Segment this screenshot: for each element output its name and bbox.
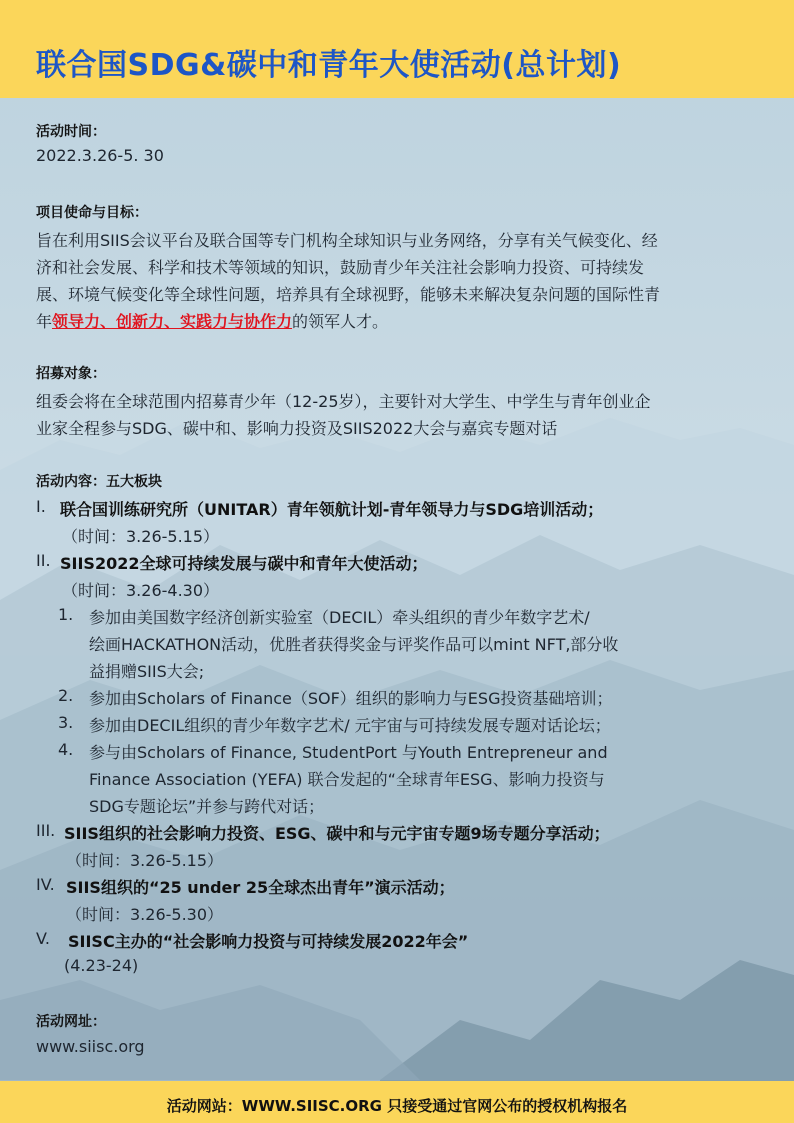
- item-title: SIIS组织的社会影响力投资、ESG、碳中和与元宇宙专题9场专题分享活动；: [64, 824, 610, 843]
- item-number: II.: [36, 551, 51, 570]
- sub-item-number: 2.: [58, 686, 74, 705]
- page-title: 联合国SDG&碳中和青年大使活动(总计划): [36, 48, 622, 83]
- title-banner: [0, 0, 794, 98]
- sub-item-line: 参加由Scholars of Finance（SOF）组织的影响力与ESG投资基础培训；: [89, 689, 613, 708]
- sub-item-line: Finance Association (YEFA) 联合发起的“全球青年ESG、影响力投资与: [89, 770, 605, 789]
- mission-label: 项目使命与目标：: [36, 205, 148, 221]
- item-title: SIIS组织的“25 under 25全球杰出青年”演示活动；: [66, 878, 455, 897]
- item-time: （时间：3.26-5.15）: [66, 851, 224, 870]
- recruit-line: 业家全程参与SDG、碳中和、影响力投资及SIIS2022大会与嘉宾专题对话: [36, 419, 558, 438]
- item-title: SIIS2022全球可持续发展与碳中和青年大使活动；: [60, 554, 428, 573]
- item-number: III.: [36, 821, 56, 840]
- mission-line: [36, 309, 388, 332]
- sub-item-line: 益捐赠SIIS大会;: [89, 662, 205, 681]
- highlight-text: 领导力、创新力、实践力与协作力: [52, 312, 293, 331]
- time-value: 2022.3.26-5. 30: [36, 146, 164, 165]
- recruit-line: 组委会将在全球范围内招募青少年（12-25岁），主要针对大学生、中学生与青年创业企: [36, 392, 651, 411]
- website-link[interactable]: www.siisc.org: [36, 1037, 145, 1056]
- sub-item-line: 参加由DECIL组织的青少年数字艺术/ 元宇宙与可持续发展专题对话论坛；: [89, 716, 611, 735]
- item-number: I.: [36, 497, 46, 516]
- item-time: （时间：3.26-5.15）: [62, 527, 220, 546]
- mission-line4-post: 的领军人才。: [292, 312, 389, 331]
- item-time: (4.23-24): [64, 956, 139, 975]
- sub-item-number: 1.: [58, 605, 74, 624]
- sub-item-line: SDG专题论坛”并参与跨代对话；: [89, 797, 325, 816]
- sub-item-number: 3.: [58, 713, 74, 732]
- sub-item-line: 参加由美国数字经济创新实验室（DECIL）牵头组织的青少年数字艺术/: [89, 608, 590, 627]
- item-title: SIISC主办的“社会影响力投资与可持续发展2022年会”: [68, 932, 469, 951]
- mission-line4-pre: 年: [36, 312, 53, 331]
- sub-item-number: 4.: [58, 740, 74, 759]
- item-number: IV.: [36, 875, 55, 894]
- time-label: 活动时间：: [36, 124, 106, 140]
- mission-line: 济和社会发展、科学和技术等领域的知识，鼓励青少年关注社会影响力投资、可持续发: [36, 258, 645, 277]
- item-title: 联合国训练研究所（UNITAR）青年领航计划-青年领导力与SDG培训活动；: [60, 500, 604, 519]
- item-time: （时间：3.26-5.30）: [66, 905, 224, 924]
- sub-item-line: 参与由Scholars of Finance, StudentPort 与Youth Entrepreneur and: [89, 743, 608, 762]
- item-number: V.: [36, 929, 50, 948]
- website-label: 活动网址：: [36, 1014, 106, 1030]
- contents-label: 活动内容：五大板块: [36, 474, 162, 490]
- item-time: （时间：3.26-4.30）: [62, 581, 220, 600]
- mission-line: 旨在利用SIIS会议平台及联合国等专门机构全球知识与业务网络，分享有关气候变化、经: [36, 231, 658, 250]
- footer-banner: [0, 1081, 794, 1123]
- recruit-label: 招募对象：: [36, 366, 106, 382]
- sub-item-line: 绘画HACKATHON活动，优胜者获得奖金与评奖作品可以mint NFT,部分收: [89, 635, 619, 654]
- footer-text: 活动网站：WWW.SIISC.ORG 只接受通过官网公布的授权机构报名: [166, 1097, 628, 1115]
- mission-line: 展、环境气候变化等全球性问题，培养具有全球视野，能够未来解决复杂问题的国际性青: [36, 285, 661, 304]
